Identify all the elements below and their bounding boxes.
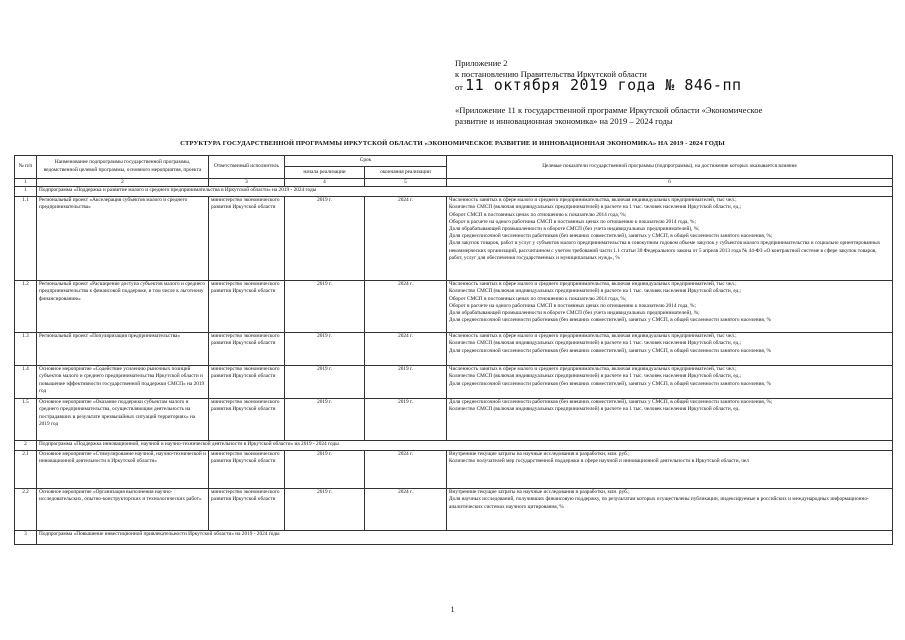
indicator-item: Доля научных исследований, получивших финансовую поддержку, по результатам которых осуществлены публикации, индексируемые в российских и международных информационно-аналитических системах научного цитирования, % <box>449 496 869 510</box>
indicator-item: Численность занятых в сфере малого и среднего предпринимательства, включая индивидуальных предпринимателей, тыс чел.; <box>449 197 737 204</box>
row-executor: министерство экономического развития Иркутской области <box>209 197 285 281</box>
header-indicators: Целевые показатели государственной программы (подпрограммы), на достижение которых оказывается влияние <box>447 156 893 179</box>
structure-table <box>14 155 893 545</box>
row-start: 2019 г. <box>285 197 365 281</box>
subprogram-title: Подпрограмма «Повышение инвестиционной привлекательности Иркутской области» на 2019 - 2024 годы <box>37 531 893 545</box>
row-start: 2019 г. <box>285 333 365 366</box>
row-name: Региональный проект «Популяризация предпринимательства» <box>37 333 209 366</box>
row-executor: министерство экономического развития Иркутской области <box>209 489 285 531</box>
row-number: 1.4 <box>15 366 37 399</box>
annex-from-prefix: от <box>455 82 463 92</box>
column-number-cell: 6 <box>447 179 893 187</box>
header-executor: Ответственный исполнитель <box>209 156 285 179</box>
indicator-item: Доля среднесписочной численности работников (без внешних совместителей), занятых у СМСП, в общей численности занятого населения, %; <box>449 233 773 240</box>
row-end: 2019 г. <box>365 366 447 399</box>
row-number: 1 <box>15 187 37 197</box>
row-start: 2019 г. <box>285 399 365 441</box>
row-number: 1.1 <box>15 197 37 281</box>
row-name: Основное мероприятие «Содействие усилению рыночных позиций субъектов малого и среднего предпринимательства Иркутской области и повышение эффективности государственной поддержки СМСП» на 2019 год <box>37 366 209 399</box>
indicator-item: Количество СМСП (включая индивидуальных предпринимателей) в расчете на 1 тыс. человек населения Иркутской области, ед.; <box>449 340 742 347</box>
table-row <box>15 399 893 441</box>
row-executor: министерство экономического развития Иркутской области <box>209 281 285 333</box>
row-executor: министерство экономического развития Иркутской области <box>209 333 285 366</box>
row-end: 2024 г. <box>365 197 447 281</box>
row-executor: министерство экономического развития Иркутской области <box>209 399 285 441</box>
subprogram-title: Подпрограмма «Поддержка инновационной, научной и научно-технической деятельности в Иркутской области» на 2019 - 2024 годы <box>37 441 893 451</box>
indicator-item: Внутренние текущие затраты на научные исследования и разработки, млн. руб.; <box>449 489 630 496</box>
row-end: 2024 г. <box>365 333 447 366</box>
row-indicators <box>447 197 893 281</box>
row-number: 1.5 <box>15 399 37 441</box>
page-number: 1 <box>450 605 455 614</box>
indicator-item: Количество СМСП (включая индивидуальных предпринимателей) в расчете на 1 тыс. человек населения Иркутской области, ед.; <box>449 288 742 295</box>
document-title: СТРУКТУРА ГОСУДАРСТВЕННОЙ ПРОГРАММЫ ИРКУТСКОЙ ОБЛАСТИ «ЭКОНОМИЧЕСКОЕ РАЗВИТИЕ И ИННОВАЦИОННАЯ ЭКОНОМИКА» НА 2019 - 2024 ГОДЫ <box>180 140 725 147</box>
row-end: 2024 г. <box>365 489 447 531</box>
row-start: 2019 г. <box>285 281 365 333</box>
table-row <box>15 366 893 399</box>
row-name: Региональный проект «Акселерация субъектов малого и среднего предпринимательства» <box>37 197 209 281</box>
header-term: Срок <box>285 156 447 167</box>
subprogram-row <box>15 441 893 451</box>
indicator-item: Оборот СМСП в постоянных ценах по отношению к показателю 2014 года, %; <box>449 295 627 302</box>
row-start: 2019 г. <box>285 451 365 489</box>
row-name: Региональный проект «Расширение доступа субъектов малого и среднего предпринимательства к финансовой поддержке, в том числе к льготному финансированию» <box>37 281 209 333</box>
subprogram-row <box>15 187 893 197</box>
row-end: 2019 г. <box>365 399 447 441</box>
row-start: 2019 г. <box>285 489 365 531</box>
table-row <box>15 451 893 489</box>
column-number-cell: 1 <box>15 179 37 187</box>
indicator-item: Количество СМСП (включая индивидуальных предпринимателей) в расчете на 1 тыс. человек населения Иркутской области, ед. <box>449 406 740 413</box>
indicator-item: Количество СМСП (включая индивидуальных предпринимателей) в расчете на 1 тыс. человек населения Иркутской области, ед.; <box>449 204 742 211</box>
row-number: 3 <box>15 531 37 545</box>
indicator-item: Количество получателей мер государственной поддержки в сфере научной и инновационной деятельности в Иркутской области, чел <box>449 458 749 465</box>
subprogram-title: Подпрограмма «Поддержка и развитие малого и среднего предпринимательства в Иркутской области» на 2019 - 2024 годы <box>37 187 893 197</box>
row-indicators <box>447 366 893 399</box>
row-indicators <box>447 489 893 531</box>
indicator-item: Оборот в расчете на одного работника СМСП в постоянных ценах по отношению к показателю 2014 года, %; <box>449 218 696 225</box>
row-indicators <box>447 451 893 489</box>
row-executor: министерство экономического развития Иркутской области <box>209 366 285 399</box>
annex-date-number: 11 октября 2019 года № 846-пп <box>465 76 742 94</box>
indicator-item: Численность занятых в сфере малого и среднего предпринимательства, включая индивидуальных предпринимателей, тыс чел.; <box>449 366 737 373</box>
indicator-item: Доля закупок товаров, работ и услуг у субъектов малого предпринимательства в совокупном годовом объеме закупок у субъектов малого предпринимательства и социально ориентированных некоммерческих организаций, рассчитанном с учетом требований части 1.1 статьи 30 Федерального закона от 5 апреля 2013 года № 44-ФЗ «О контрактной системе в сфере закупок товаров, работ, услуг для обеспечения государственных и муниципальных нужд», % <box>449 240 881 261</box>
subprogram-row <box>15 531 893 545</box>
column-number-cell: 4 <box>285 179 365 187</box>
column-number-cell: 3 <box>209 179 285 187</box>
indicator-item: Численность занятых в сфере малого и среднего предпринимательства, включая индивидуальных предпринимателей, тыс чел.; <box>449 333 737 340</box>
header-start: начала реализации <box>285 167 365 179</box>
column-numbers-row <box>15 179 893 187</box>
header-name: Наименование подпрограммы государственной программы, ведомственной целевой программы, основного мероприятия, проекта <box>37 156 209 179</box>
row-number: 1.3 <box>15 333 37 366</box>
annex-label: Приложение 2 <box>455 58 508 68</box>
indicator-item: Доля среднесписочной численности работников (без внешних совместителей), занятых у СМСП, в общей численности занятого населения, %; <box>449 399 773 406</box>
indicator-item: Доля обрабатывающей промышленности в обороте СМСП (без учета индивидуальных предпринимателей), %; <box>449 226 700 233</box>
table-row <box>15 333 893 366</box>
row-name: Основное мероприятие «Оказание поддержки субъектам малого и среднего предпринимательства, осуществляющим деятельность на пострадавших в результате чрезвычайных ситуаций территориях» на 2019 год <box>37 399 209 441</box>
indicator-item: Численность занятых в сфере малого и среднего предпринимательства, включая индивидуальных предпринимателей, тыс чел.; <box>449 281 737 288</box>
row-indicators <box>447 333 893 366</box>
table-body <box>15 187 893 545</box>
indicator-item: Количество СМСП (включая индивидуальных предпринимателей) в расчете на 1 тыс. человек населения Иркутской области, ед.; <box>449 373 742 380</box>
column-number-cell: 5 <box>365 179 447 187</box>
row-end: 2024 г. <box>365 281 447 333</box>
indicator-item: Доля обрабатывающей промышленности в обороте СМСП (без учета индивидуальных предпринимателей), %; <box>449 310 700 317</box>
row-name: Основное мероприятие «Стимулирование научной, научно-технической и инновационной деятельности в Иркутской области» <box>37 451 209 489</box>
annex-resolution: к постановлению Правительства Иркутской области <box>455 69 647 79</box>
indicator-item: Доля среднесписочной численности работников (без внешних совместителей), занятых у СМСП, в общей численности занятого населения, % <box>449 317 771 324</box>
annex-date-line <box>455 76 885 94</box>
column-number-cell: 2 <box>37 179 209 187</box>
indicator-item: Оборот в расчете на одного работника СМСП в постоянных ценах по отношению к показателю 2014 года, %; <box>449 302 696 309</box>
indicator-item: Внутренние текущие затраты на научные исследования и разработки, млн. руб.; <box>449 451 630 458</box>
row-indicators <box>447 399 893 441</box>
indicator-item: Доля среднесписочной численности работников (без внешних совместителей), занятых у СМСП, в общей численности занятого населения, % <box>449 347 771 354</box>
row-number: 2 <box>15 441 37 451</box>
table-row <box>15 489 893 531</box>
indicator-item: Оборот СМСП в постоянных ценах по отношению к показателю 2014 года, %; <box>449 211 627 218</box>
row-end: 2024 г. <box>365 451 447 489</box>
row-number: 2.1 <box>15 451 37 489</box>
header-num: № п/п <box>15 156 37 179</box>
table-row <box>15 281 893 333</box>
annex-quote: «Приложение 11 к государственной программе Иркутской области «Экономическое развитие и инновационная экономика» на 2019 – 2024 годы <box>455 105 763 126</box>
indicator-item: Доля среднесписочной численности работников (без внешних совместителей), занятых у СМСП, в общей численности занятого населения, % <box>449 380 771 387</box>
row-indicators <box>447 281 893 333</box>
annex-block <box>455 58 885 127</box>
table-row <box>15 197 893 281</box>
row-number: 2.2 <box>15 489 37 531</box>
row-start: 2019 г. <box>285 366 365 399</box>
header-end: окончания реализации <box>365 167 447 179</box>
row-name: Основное мероприятие «Организация выполнения научно-исследовательских, опытно-конструкторских и технологических работ» <box>37 489 209 531</box>
row-number: 1.2 <box>15 281 37 333</box>
row-executor: министерство экономического развития Иркутской области <box>209 451 285 489</box>
